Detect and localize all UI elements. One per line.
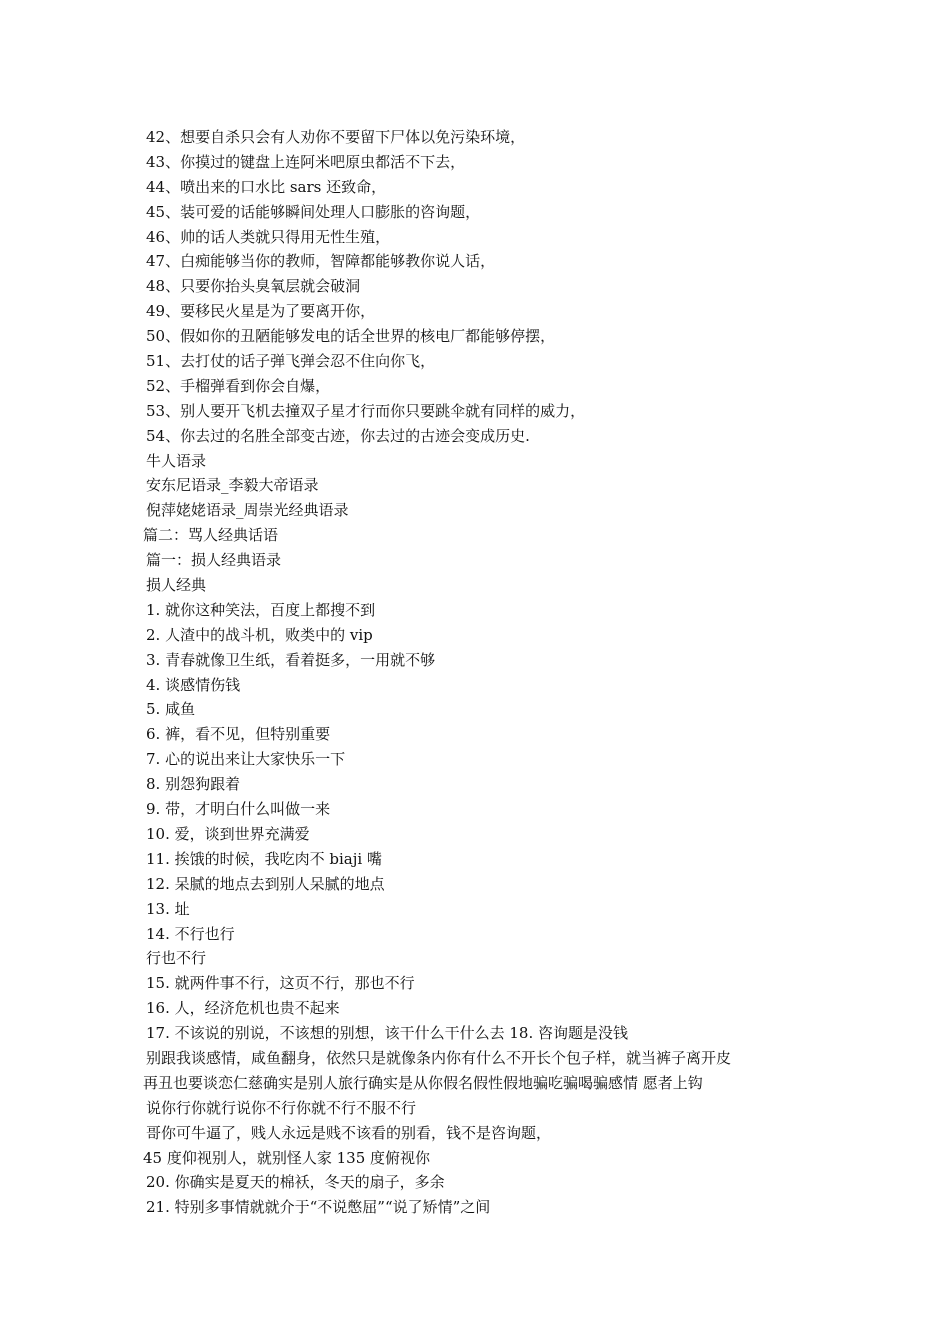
list-item: 17. 不该说的别说，不该想的别想，该干什么干什么去 18. 咨询题是没钱 bbox=[146, 1024, 629, 1043]
list-item: 7. 心的说出来让大家快乐一下 bbox=[146, 750, 346, 769]
list-item: 2. 人渣中的战斗机，败类中的 vip bbox=[146, 625, 373, 644]
text-line: 哥你可牛逼了，贱人永远是贱不该看的别看，钱不是咨询题， bbox=[146, 1123, 552, 1142]
section-heading: 篇一：损人经典语录 bbox=[146, 551, 282, 570]
text-line: 54、你去过的名胜全部变古迹，你去过的古迹会变成历史. bbox=[146, 426, 530, 445]
list-item: 21. 特别多事情就就介于“不说憋屈”“说了矫情”之间 bbox=[146, 1198, 491, 1217]
text-line: 48、只要你抬头臭氧层就会破洞 bbox=[146, 277, 361, 296]
text-line: 45、装可爱的话能够瞬间处理人口膨胀的咨询题， bbox=[146, 202, 481, 221]
text-line: 53、别人要开飞机去撞双子星才行而你只要跳伞就有同样的威力， bbox=[146, 401, 586, 420]
text-line: 46、帅的话人类就只得用无性生殖， bbox=[146, 227, 391, 246]
text-line: 43、你摸过的键盘上连阿米吧原虫都活不下去， bbox=[146, 152, 466, 171]
list-item: 20. 你确实是夏天的棉袄，冬天的扇子，多余 bbox=[146, 1173, 445, 1192]
section-heading: 损人经典 bbox=[146, 576, 207, 595]
list-item: 12. 呆腻的地点去到别人呆腻的地点 bbox=[146, 874, 385, 893]
list-item: 10. 爱，谈到世界充满爱 bbox=[146, 824, 310, 843]
text-line: 别跟我谈感情，咸鱼翻身，依然只是就像条内你有什么不开长个包子样，就当裤子离开皮 bbox=[146, 1048, 732, 1067]
section-heading: 篇二：骂人经典话语 bbox=[143, 526, 279, 545]
section-heading: 牛人语录 bbox=[146, 451, 207, 470]
list-item: 14. 不行也行 bbox=[146, 924, 235, 943]
text-line: 47、白痴能够当你的教师，智障都能够教你说人话， bbox=[146, 252, 496, 271]
list-item: 16. 人，经济危机也贵不起来 bbox=[146, 999, 340, 1018]
text-line: 52、手榴弹看到你会自爆， bbox=[146, 376, 331, 395]
text-line: 44、喷出来的口水比 sars 还致命， bbox=[146, 177, 387, 196]
list-item: 8. 别怨狗跟着 bbox=[146, 775, 241, 794]
text-line: 说你行你就行说你不行你就不行不服不行 bbox=[146, 1098, 417, 1117]
list-item: 4. 谈感情伤钱 bbox=[146, 675, 241, 694]
text-line: 再丑也要谈恋仁慈确实是别人旅行确实是从你假名假性假地骗吃骗喝骗感情 愿者上钩 bbox=[143, 1073, 703, 1092]
text-line: 倪萍姥姥语录_周崇光经典语录 bbox=[146, 501, 349, 520]
list-item: 5. 咸鱼 bbox=[146, 700, 196, 719]
list-item: 11. 挨饿的时候，我吃肉不 biaji 嘴 bbox=[146, 849, 382, 868]
list-item: 15. 就两件事不行，这页不行，那也不行 bbox=[146, 974, 415, 993]
text-line: 50、假如你的丑陋能够发电的话全世界的核电厂都能够停摆， bbox=[146, 327, 556, 346]
text-line: 51、去打仗的话子弹飞弹会忍不住向你飞， bbox=[146, 352, 436, 371]
text-line: 安东尼语录_李毅大帝语录 bbox=[146, 476, 319, 495]
list-item: 1. 就你这种笑法，百度上都搜不到 bbox=[146, 600, 376, 619]
text-line: 45 度仰视别人，就别怪人家 135 度俯视你 bbox=[143, 1148, 431, 1167]
list-item: 13. 址 bbox=[146, 899, 190, 918]
text-line: 42、想要自杀只会有人劝你不要留下尸体以免污染环境， bbox=[146, 128, 526, 146]
list-item: 6. 裤，看不见，但特别重要 bbox=[146, 725, 331, 744]
list-item: 行也不行 bbox=[146, 949, 207, 968]
list-item: 9. 带，才明白什么叫做一来 bbox=[146, 800, 331, 819]
list-item: 3. 青春就像卫生纸，看着挺多，一用就不够 bbox=[146, 650, 436, 669]
document-body bbox=[143, 125, 826, 1220]
text-line: 49、要移民火星是为了要离开你， bbox=[146, 302, 376, 321]
